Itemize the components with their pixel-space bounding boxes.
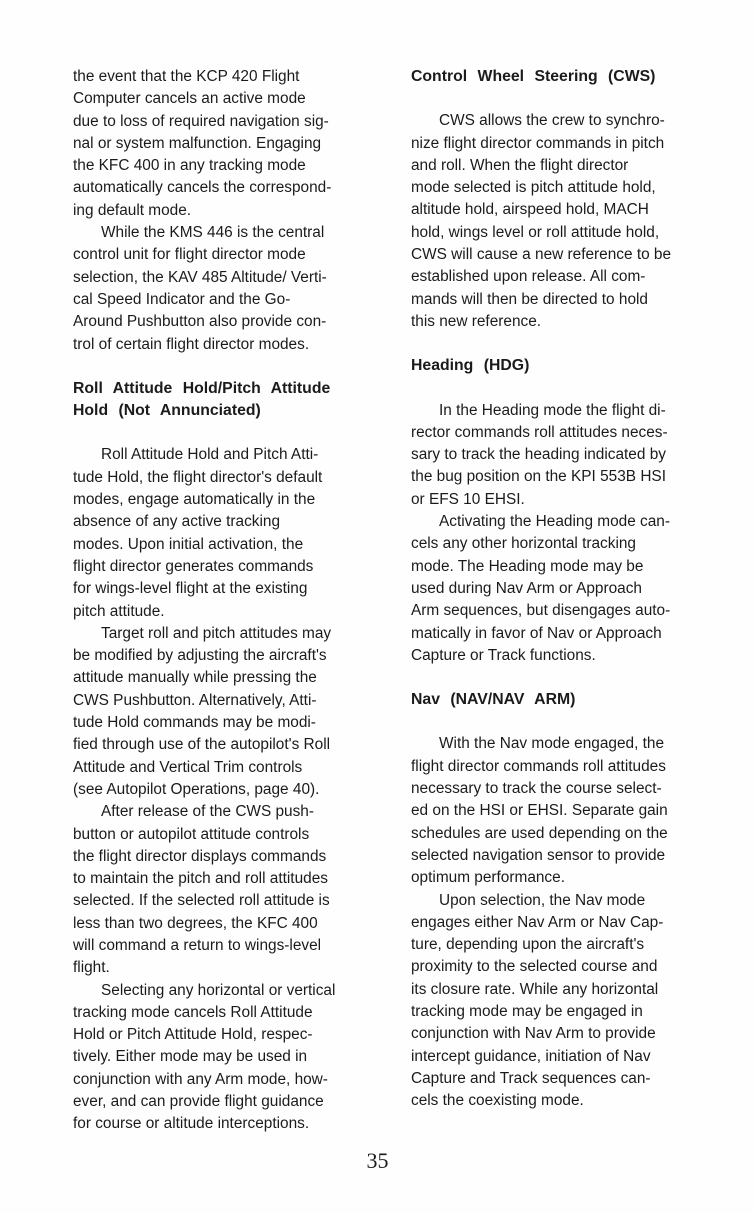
heading-control-wheel-steering: Control Wheel Steering (CWS): [411, 68, 656, 85]
heading-heading-mode: Heading (HDG): [411, 357, 530, 375]
spacer: [73, 356, 373, 378]
paragraph-nav-1: With the Nav mode engaged, the flight director commands roll attitudes necessary to track the course select- ed on the HSI or EHSI. Separate gain schedules are used depending on the selected navigation sensor to provide optimum performance.: [411, 735, 668, 887]
spacer: [411, 88, 711, 110]
paragraph-hdg-1: In the Heading mode the flight di- rector commands roll attitudes neces- sary to track the heading indicated by the bug position on the KPI 553B HSI or EFS 10 EHSI.: [411, 401, 668, 508]
right-column: [411, 66, 711, 1112]
paragraph-cws: CWS allows the crew to synchro- nize flight director commands in pitch and roll. When the flight director mode selected is pitch attitude hold, altitude hold, airspeed hold, MACH hold, wings level or roll attitude hold, CWS will cause a new reference to be established upon release. All com- mands will then be directed to hold this new reference.: [411, 112, 672, 330]
spacer: [411, 378, 711, 400]
paragraph-intro: the event that the KCP 420 Flight Computer cancels an active mode due to loss of required navigation sig- nal or system malfunction. Engaging the KFC 400 in any tracking mode automatically cancels the correspond- ing default mode.: [73, 68, 332, 219]
spacer: [73, 422, 373, 444]
spacer: [411, 711, 711, 733]
page-number: 35: [366, 1148, 389, 1173]
spacer: [411, 667, 711, 689]
paragraph-roll-4: Selecting any horizontal or vertical tracking mode cancels Roll Attitude Hold or Pitch Attitude Hold, respec- tively. Either mode may be used in conjunction with any Arm mode, how- ever, and can provide flight guidance for course or altitude interceptions.: [73, 981, 336, 1133]
heading-nav-mode: Nav (NAV/NAV ARM): [411, 691, 576, 709]
paragraph-kms: While the KMS 446 is the central control unit for flight director mode selection, the KAV 485 Altitude/ Verti- cal Speed Indicator and the Go- Around Pushbutton also provide con- trol of certain flight director modes.: [73, 224, 327, 353]
paragraph-hdg-2: Activating the Heading mode can- cels any other horizontal tracking mode. The Heading mode may be used during Nav Arm or Approach Arm sequences, but disengages auto- matically in favor of Nav or Approach Capture or Track functions.: [411, 513, 671, 664]
paragraph-roll-1: Roll Attitude Hold and Pitch Atti- tude Hold, the flight director's default modes, engage automatically in the absence of any active tracking modes. Upon initial activation, the flight director generates commands for wings-level flight at the existing pitch attitude.: [73, 446, 323, 620]
left-column: [73, 66, 373, 1136]
paragraph-nav-2: Upon selection, the Nav mode engages either Nav Arm or Nav Cap- ture, depending upon the aircraft's proximity to the selected course and its closure rate. While any horizontal tracking mode may be engaged in conjunction with Nav Arm to provide intercept guidance, initiation of Nav Capture and Track sequences can- cels the coexisting mode.: [411, 891, 664, 1110]
paragraph-roll-2: Target roll and pitch attitudes may be modified by adjusting the aircraft's attitude manually while pressing the CWS Pushbutton. Alternatively, Atti- tude Hold commands may be modi- fied through use of the autopilot's Roll Attitude and Vertical Trim controls (see Autopilot Operations, page 40).: [73, 624, 332, 798]
paragraph-roll-3: After release of the CWS push- button or autopilot attitude controls the flight director displays commands to maintain the pitch and roll attitudes selected. If the selected roll attitude is less than two degrees, the KFC 400 will command a return to wings-level flight.: [73, 803, 330, 977]
heading-roll-attitude-hold: Roll Attitude Hold/Pitch Attitude Hold (Not Annunciated): [73, 379, 331, 420]
spacer: [411, 333, 711, 355]
